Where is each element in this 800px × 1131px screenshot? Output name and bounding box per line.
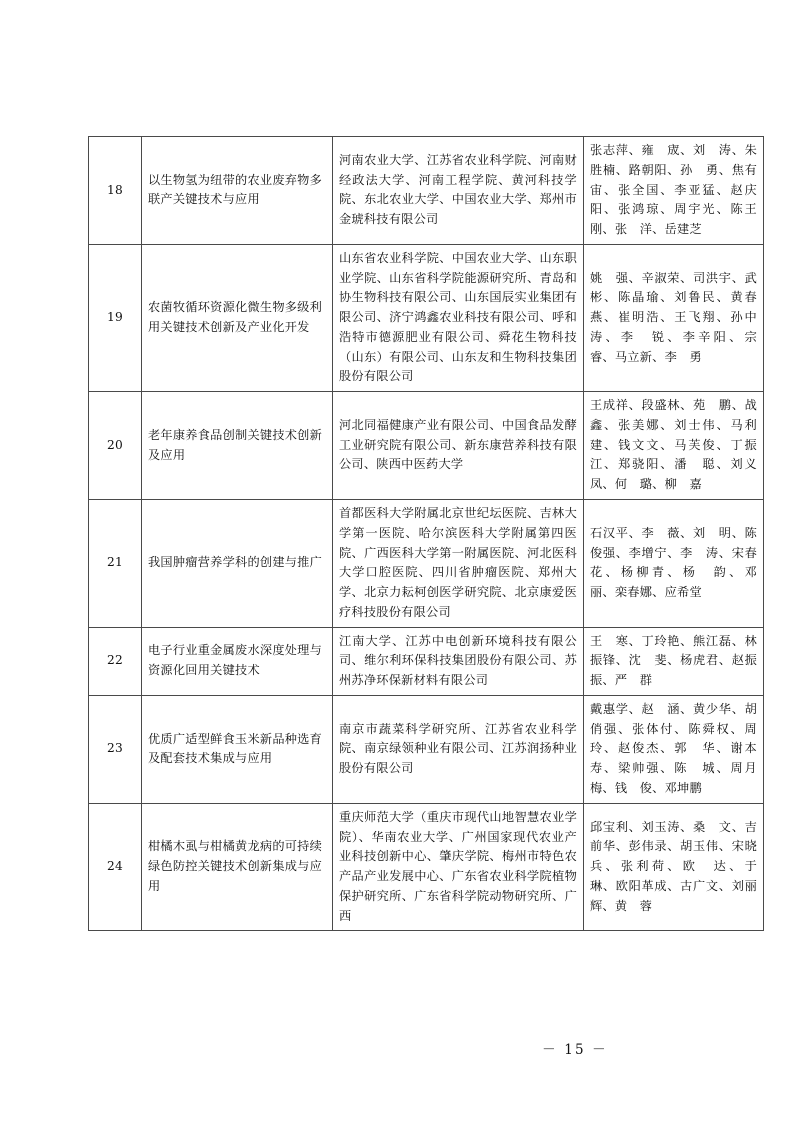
row-number: 23 <box>89 695 142 803</box>
row-number: 24 <box>89 803 142 931</box>
award-table-body <box>89 137 770 931</box>
row-organizations: 重庆师范大学（重庆市现代山地智慧农业学院）、华南农业大学、广州国家现代农业产业科技创新中心、肇庆学院、梅州市特色农产品产业发展中心、广东省农业科学院植物保护研究所、广东省科学院动物研究所、广西 <box>333 803 584 931</box>
table-row <box>89 500 764 628</box>
row-organizations: 山东省农业科学院、中国农业大学、山东职业学院、山东省科学院能源研究所、青岛和协生物科技有限公司、山东国辰实业集团有限公司、济宁鸿鑫农业科技有限公司、呼和浩特市德源肥业有限公司、舜花生物科技（山东）有限公司、山东友和生物科技集团股份有限公司 <box>333 244 584 391</box>
table-row <box>89 695 764 803</box>
row-number: 21 <box>89 500 142 628</box>
row-project-title: 我国肿瘤营养学科的创建与推广 <box>142 500 333 628</box>
page-number: － 15 － <box>542 1042 608 1058</box>
row-people: 石汉平、李 薇、刘 明、陈俊强、李增宁、李 涛、宋春花、杨柳青、杨 韵、邓 丽、栾春娜、应希堂 <box>584 500 764 628</box>
row-project-title: 柑橘木虱与柑橘黄龙病的可持续绿色防控关键技术创新集成与应用 <box>142 803 333 931</box>
row-people: 张志萍、雍 宬、刘 涛、朱胜楠、路朝阳、孙 勇、焦有宙、张全国、李亚猛、赵庆阳、张鸿琼、周宇光、陈王刚、张 洋、岳建芝 <box>584 137 764 245</box>
row-organizations: 首都医科大学附属北京世纪坛医院、吉林大学第一医院、哈尔滨医科大学附属第四医院、广西医科大学第一附属医院、河北医科大学口腔医院、四川省肿瘤医院、郑州大学、北京力耘柯创医学研究院、北京康爱医疗科技股份有限公司 <box>333 500 584 628</box>
row-people: 王成祥、段盛林、苑 鹏、战 鑫、张美娜、刘士伟、马利建、钱文文、马芙俊、丁振江、郑骁阳、潘 聪、刘义凤、何 璐、柳 嘉 <box>584 392 764 500</box>
table-row <box>89 803 764 931</box>
row-project-title: 农菌牧循环资源化微生物多级利用关键技术创新及产业化开发 <box>142 244 333 391</box>
row-number: 19 <box>89 244 142 391</box>
row-project-title: 电子行业重金属废水深度处理与资源化回用关键技术 <box>142 627 333 695</box>
row-number: 22 <box>89 627 142 695</box>
row-project-title: 以生物氢为纽带的农业废弃物多联产关键技术与应用 <box>142 137 333 245</box>
row-organizations: 南京市蔬菜科学研究所、江苏省农业科学院、南京绿领种业有限公司、江苏润扬种业股份有限公司 <box>333 695 584 803</box>
row-number: 18 <box>89 137 142 245</box>
row-project-title: 老年康养食品创制关键技术创新及应用 <box>142 392 333 500</box>
row-organizations: 江南大学、江苏中电创新环境科技有限公司、维尔利环保科技集团股份有限公司、苏州苏净环保新材料有限公司 <box>333 627 584 695</box>
award-table-container <box>88 136 770 931</box>
page-footer <box>0 1038 800 1058</box>
table-row <box>89 392 764 500</box>
row-organizations: 河北同福健康产业有限公司、中国食品发酵工业研究院有限公司、新东康营养科技有限公司、陕西中医药大学 <box>333 392 584 500</box>
row-people: 戴惠学、赵 涵、黄少华、胡俏强、张体付、陈舜权、周 玲、赵俊杰、郭 华、谢本寿、梁帅强、陈 城、周月梅、钱 俊、邓坤鹏 <box>584 695 764 803</box>
table-row <box>89 244 764 391</box>
award-table <box>88 136 770 931</box>
row-organizations: 河南农业大学、江苏省农业科学院、河南财经政法大学、河南工程学院、黄河科技学院、东北农业大学、中国农业大学、郑州市金琥科技有限公司 <box>333 137 584 245</box>
table-row <box>89 137 764 245</box>
table-row <box>89 627 764 695</box>
row-people: 邱宝利、刘玉涛、桑 文、吉前华、彭伟录、胡玉伟、宋晓兵、张利荷、欧 达、于 琳、欧阳革成、古广文、刘丽辉、黄 蓉 <box>584 803 764 931</box>
row-number: 20 <box>89 392 142 500</box>
row-people: 王 寒、丁玲艳、熊江磊、林振锋、沈 斐、杨虎君、赵振振、严 群 <box>584 627 764 695</box>
row-project-title: 优质广适型鲜食玉米新品种选育及配套技术集成与应用 <box>142 695 333 803</box>
row-people: 姚 强、辛淑荣、司洪宇、武 彬、陈晶瑜、刘鲁民、黄春燕、崔明浩、王飞翔、孙中涛、李 锐、李辛阳、宗 睿、马立新、李 勇 <box>584 244 764 391</box>
